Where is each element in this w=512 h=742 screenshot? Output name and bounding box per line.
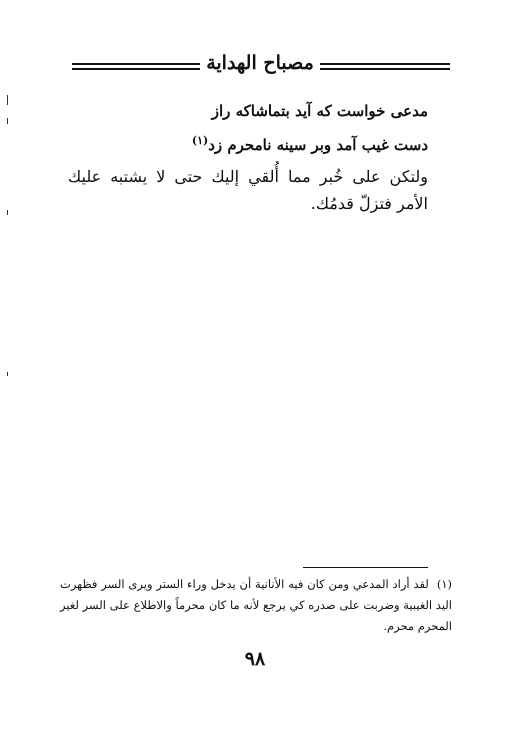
- header-rule-right-bottom: [320, 68, 450, 70]
- verse-line-1-text: مدعی خواست که آید بتماشاکه راز: [211, 102, 428, 120]
- page-number: ٩٨: [244, 648, 266, 670]
- footnote-marker: (١): [436, 577, 452, 591]
- header-rule-right-top: [320, 63, 450, 65]
- footnote: [60, 574, 452, 637]
- scan-edge-mark: [7, 210, 8, 215]
- verse-line-2-text: دست غیب آمد وبر سینه نامحرم زد: [208, 136, 428, 154]
- footnote-text: لقد أراد المدعي ومن كان فيه الأنانية أن يدخل وراء الستر ويرى السر فظهرت اليد الغيبية وضربت على صدره كي يرجع لأنه ما كان محرماً والاطلاع على السر لغير المحرم محرم.: [60, 577, 452, 633]
- scan-edge-mark: [7, 95, 8, 105]
- running-header-title: مصباح الهداية: [206, 52, 314, 74]
- header-rule-left-bottom: [72, 68, 200, 70]
- persian-verse-line-2: [192, 134, 428, 154]
- body-paragraph: ولتكن على خُبر مما أُلقي إليك حتى لا يشتبه عليك الأمر فتزلّ قدمُك.: [68, 167, 428, 213]
- footnote-reference-marker: (١): [191, 134, 209, 147]
- persian-verse-line-1: [212, 102, 428, 120]
- header-rule-left-top: [72, 63, 200, 65]
- scan-edge-mark: [7, 372, 8, 376]
- footnote-separator: [303, 567, 428, 568]
- scan-edge-mark: [7, 118, 8, 124]
